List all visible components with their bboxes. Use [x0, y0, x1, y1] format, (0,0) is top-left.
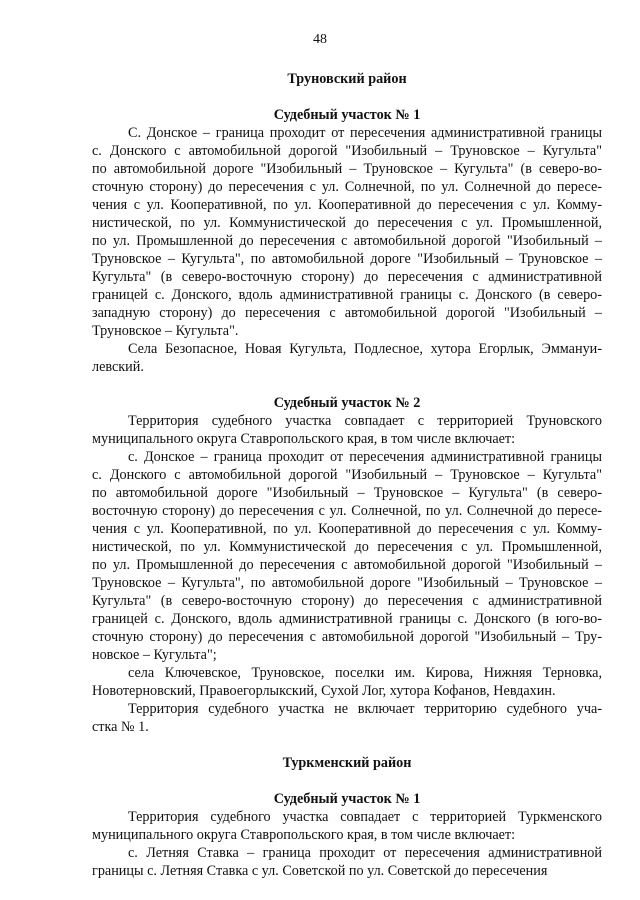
- plot-heading-turkmensky-1: Судебный участок № 1: [273, 791, 421, 807]
- text-line: с. Донское – граница проходит от пересечения административной границы: [128, 449, 602, 465]
- text-line: по ул. Промышленной до пересечения с автомобильной дорогой "Изобильный –: [92, 557, 602, 573]
- paragraph-trunovsky-2-donskoe: [92, 448, 602, 664]
- text-line: левский.: [92, 359, 144, 375]
- text-line: Новотерновский, Правоегорлыкский, Сухой Лог, хутора Кофанов, Невдахин.: [92, 683, 556, 699]
- plot-heading-trunovsky-1: Судебный участок № 1: [273, 107, 421, 123]
- text-line: муниципального округа Ставропольского края, в том числе включает:: [92, 827, 516, 843]
- text-line: Труновское – Кугульта", по автомобильной дороге "Изобильный – Труновское –: [92, 251, 602, 267]
- paragraph-trunovsky-2-villages: [92, 664, 602, 700]
- text-line: С. Донское – граница проходит от пересечения административной границы: [128, 125, 602, 141]
- text-line: новское – Кугульта";: [92, 647, 217, 663]
- text-line: села Ключевское, Труновское, поселки им. Кирова, Нижняя Терновка,: [128, 665, 602, 681]
- paragraph-trunovsky-2-exclusion: [92, 700, 602, 736]
- text-line: Села Безопасное, Новая Кугульта, Подлесное, хутора Егорлык, Эммануи-: [128, 341, 602, 357]
- text-line: с. Донского с автомобильной дорогой "Изобильный – Труновское – Кугульта": [92, 143, 602, 159]
- text-line: сточную сторону) до пересечения с автомобильной дорогой "Изобильный – Тру-: [92, 629, 602, 645]
- paragraph-trunovsky-1-villages: [92, 340, 602, 376]
- text-line: по ул. Промышленной до пересечения с автомобильной дорогой "Изобильный –: [92, 233, 602, 249]
- text-line: Территория судебного участка совпадает с территорией Туркменского: [128, 809, 602, 825]
- text-line: границей с. Донского, вдоль административной границы с. Донского (в юго-во-: [92, 611, 602, 627]
- text-line: по автомобильной дороге "Изобильный – Труновское – Кугульта" (в северо-во-: [92, 161, 602, 177]
- text-line: чения с ул. Кооперативной, по ул. Кооперативной до пересечения с ул. Комму-: [92, 521, 602, 537]
- text-line: Кугульта" (в северо-восточную сторону) до пересечения с административной: [92, 593, 602, 609]
- district-heading-turkmensky: Туркменский район: [282, 755, 412, 771]
- plot-heading-trunovsky-2: Судебный участок № 2: [273, 395, 421, 411]
- text-line: нистической, по ул. Коммунистической до пересечения с ул. Промышленной,: [92, 539, 602, 555]
- text-line: Труновское – Кугульта".: [92, 323, 239, 339]
- text-line: по автомобильной дороге "Изобильный – Труновское – Кугульта" (в северо-: [92, 485, 602, 501]
- text-line: муниципального округа Ставропольского края, в том числе включает:: [92, 431, 516, 447]
- text-line: с. Донского с автомобильной дорогой "Изобильный – Труновское – Кугульта": [92, 467, 602, 483]
- text-line: Территория судебного участка совпадает с территорией Труновского: [128, 413, 602, 429]
- text-line: чения с ул. Кооперативной, по ул. Кооперативной до пересечения с ул. Комму-: [92, 197, 602, 213]
- text-line: Труновское – Кугульта", по автомобильной дороге "Изобильный – Труновское –: [92, 575, 602, 591]
- district-heading-trunovsky: Труновский район: [287, 71, 407, 87]
- text-line: нистической, по ул. Коммунистической до пересечения с ул. Промышленной,: [92, 215, 602, 231]
- paragraph-trunovsky-2-territory: [92, 412, 602, 448]
- text-line: границы с. Летняя Ставка с ул. Советской по ул. Советской до пересечения: [92, 863, 548, 879]
- text-line: границей с. Донского, вдоль административной границы с. Донского (в северо-: [92, 287, 602, 303]
- paragraph-turkmensky-1-letnyaya-stavka: [92, 844, 602, 880]
- text-line: с. Летняя Ставка – граница проходит от пересечения административной: [128, 845, 602, 861]
- text-line: западную сторону) до пересечения с автомобильной дорогой "Изобильный –: [92, 305, 602, 321]
- text-line: сточную сторону) до пересечения с ул. Солнечной, по ул. Солнечной до пересе-: [92, 179, 602, 195]
- text-line: Территория судебного участка не включает территорию судебного уча-: [128, 701, 602, 717]
- text-line: Кугульта" (в северо-восточную сторону) до пересечения с административной: [92, 269, 602, 285]
- paragraph-trunovsky-1-donskoe: [92, 124, 602, 340]
- text-line: восточную сторону) до пересечения с ул. Солнечной, по ул. Солнечной до пересе-: [92, 503, 602, 519]
- text-line: стка № 1.: [92, 719, 149, 735]
- page-number: 48: [313, 32, 327, 47]
- paragraph-turkmensky-1-territory: [92, 808, 602, 844]
